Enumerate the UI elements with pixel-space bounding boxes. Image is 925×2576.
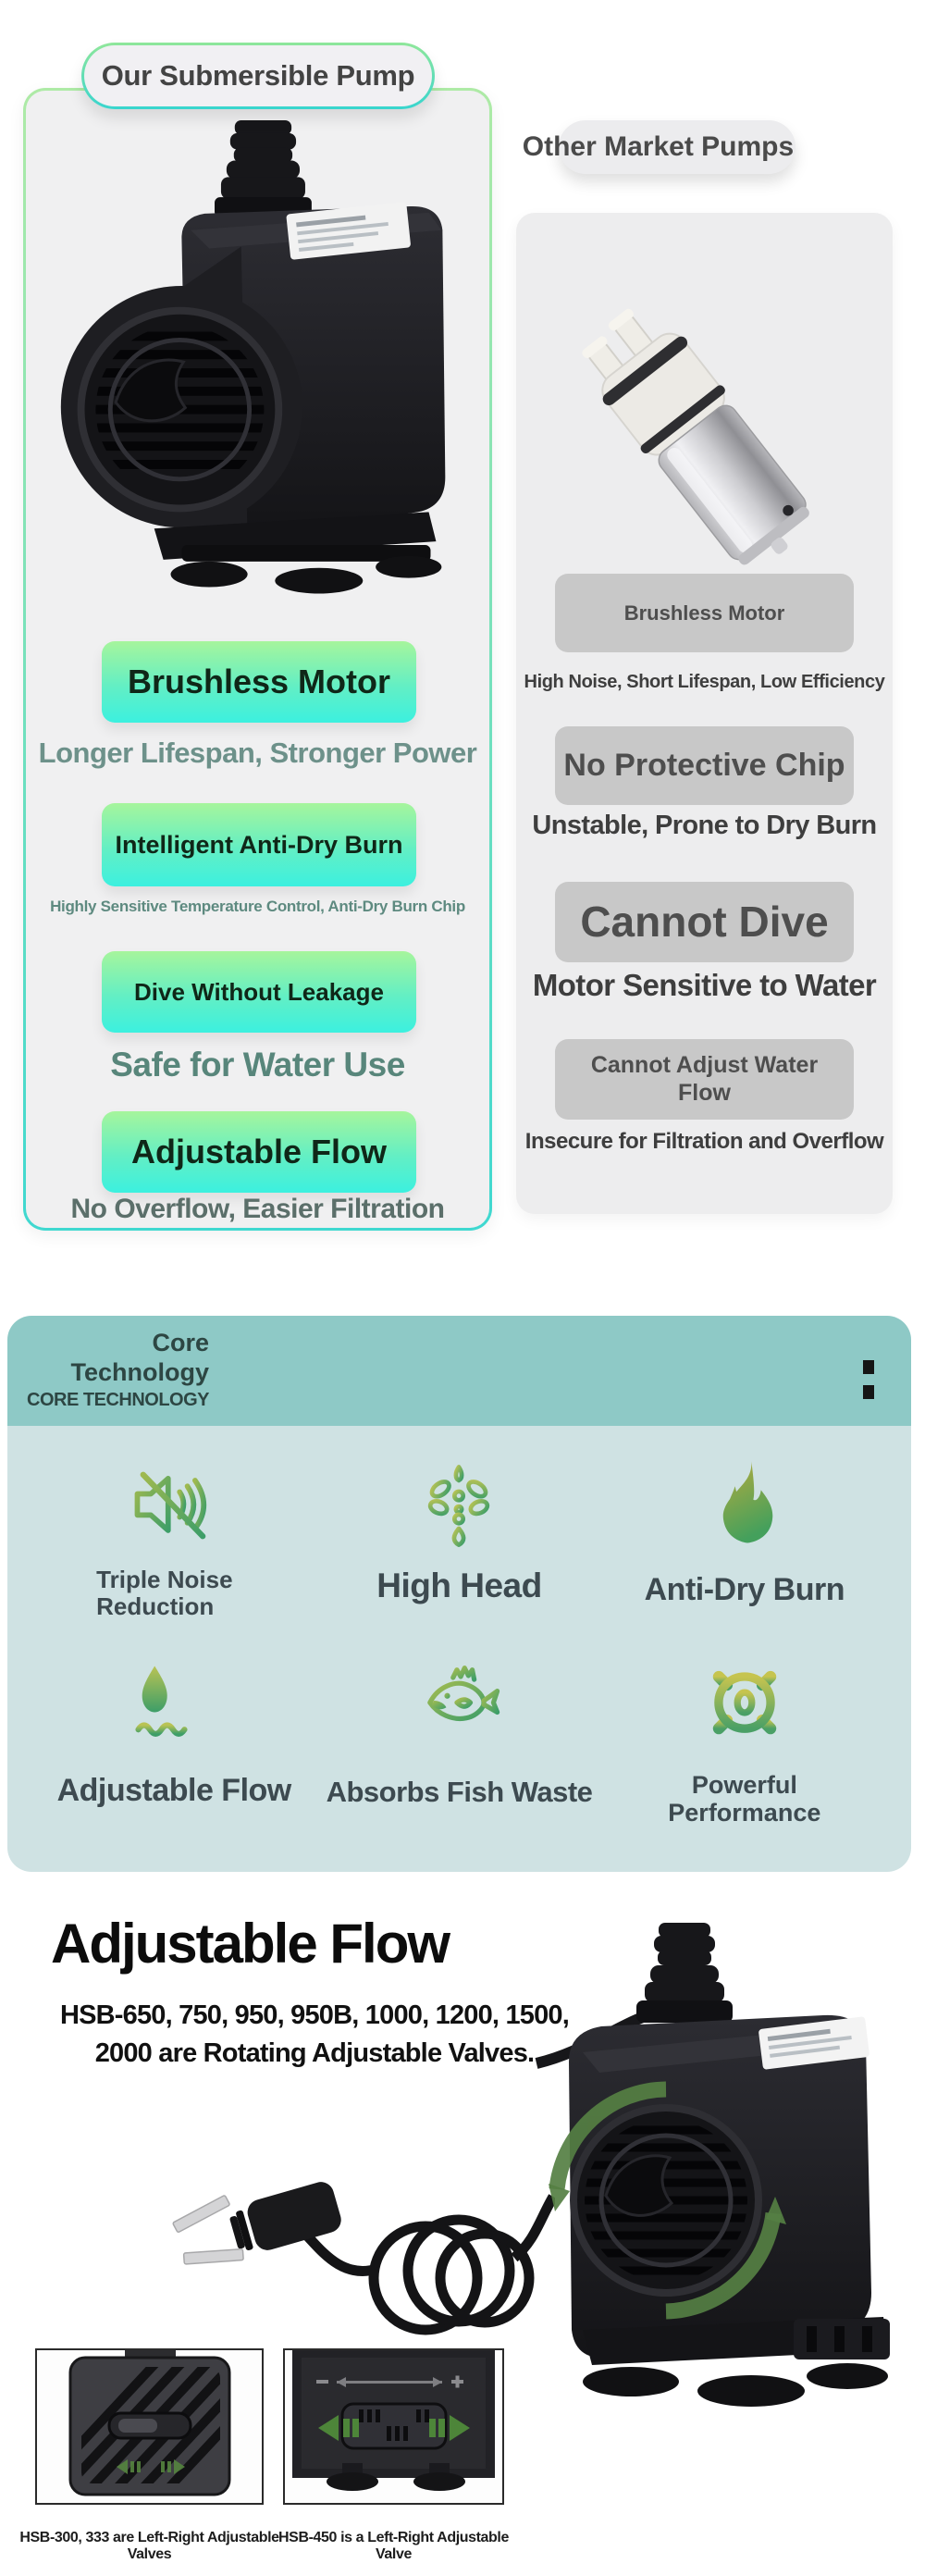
feature-button-brushless-motor: Brushless Motor (102, 641, 416, 723)
drawback-caption-unstable: Unstable, Prone to Dry Burn (532, 811, 877, 840)
adjustable-pump-illustration (518, 1923, 911, 2427)
diaphragm-pump-illustration (562, 301, 849, 597)
other-pump-image (562, 301, 849, 569)
adjustable-flow-icon (126, 1653, 222, 1749)
feature-button-adjustable-flow: Adjustable Flow (102, 1111, 416, 1193)
our-pump-image (44, 118, 475, 600)
feature-high-head (316, 1457, 601, 1653)
feature-caption-safe-water: Safe for Water Use (110, 1046, 405, 1084)
other-pumps-title: Other Market Pumps (522, 131, 795, 162)
left-right-valve-photo-1 (37, 2350, 262, 2503)
feature-triple-noise-reduction (31, 1457, 316, 1653)
adjustable-flow-title: Adjustable Flow (51, 1913, 450, 1975)
photo-caption-left: HSB-300, 333 are Left-Right Adjustable Valves (19, 2530, 279, 2562)
core-technology-heading (7, 1329, 209, 1412)
power-plug-illustration (148, 2139, 555, 2367)
feature-button-dive-without-leakage: Dive Without Leakage (102, 951, 416, 1033)
adjustable-pump-image (518, 1923, 911, 2427)
core-heading-line2: Technology (70, 1357, 209, 1386)
drawback-caption-high-noise: High Noise, Short Lifespan, Low Efficiency (524, 672, 885, 692)
adjustable-flow-section (0, 1888, 925, 2576)
our-pump-title-pill: Our Submersible Pump (81, 43, 435, 109)
colon-dots-icon (863, 1360, 874, 1410)
our-pump-card (23, 88, 492, 1231)
feature-button-anti-dry-burn: Intelligent Anti-Dry Burn (102, 803, 416, 886)
feature-label: High Head (376, 1567, 542, 1604)
feature-anti-dry-burn (602, 1457, 887, 1653)
absorbs-fish-waste-icon (411, 1653, 507, 1749)
core-heading-caps: CORE TECHNOLOGY (27, 1389, 209, 1410)
other-pumps-card (516, 213, 893, 1214)
drawback-caption-insecure-filtration: Insecure for Filtration and Overflow (524, 1129, 884, 1154)
grille-closeup-photo (35, 2348, 264, 2505)
feature-label: Anti-Dry Burn (644, 1572, 845, 1607)
valve-closeup-photo (283, 2348, 504, 2505)
other-pumps-title-pill (522, 120, 796, 174)
feature-caption-temperature-chip: Highly Sensitive Temperature Control, Anti-Dry Burn Chip (50, 898, 465, 915)
core-heading-line1: Core (152, 1329, 209, 1356)
feature-label: Adjustable Flow (56, 1773, 291, 1808)
feature-caption-no-overflow: No Overflow, Easier Filtration (70, 1194, 445, 1224)
feature-label: Powerful Performance (668, 1771, 821, 1827)
feature-adjustable-flow (31, 1653, 316, 1848)
core-technology-grid (7, 1426, 911, 1872)
anti-dry-burn-icon (697, 1457, 793, 1554)
feature-label: Triple Noise Reduction (96, 1566, 233, 1621)
drawback-button-no-protective-chip: No Protective Chip (555, 726, 854, 805)
noise-reduction-icon (126, 1457, 222, 1554)
high-head-icon (411, 1457, 507, 1554)
submersible-pump-illustration (44, 118, 475, 594)
feature-powerful-performance (602, 1653, 887, 1848)
feature-label: Absorbs Fish Waste (326, 1776, 593, 1808)
power-plug-image (148, 2139, 555, 2367)
drawback-button-cannot-adjust-flow: Cannot Adjust Water Flow (555, 1039, 854, 1120)
description-line-1: HSB-650, 750, 950, 950B, 1000, 1200, 1500, (59, 2000, 570, 2030)
core-technology-section (7, 1316, 911, 1872)
core-technology-header (7, 1316, 911, 1426)
description-line-2: 2000 are Rotating Adjustable Valves. (94, 2037, 535, 2068)
drawback-button-brushless-motor: Brushless Motor (555, 574, 854, 652)
left-right-valve-photo-2 (285, 2350, 502, 2503)
powerful-performance-icon (697, 1653, 793, 1749)
photo-caption-right: HSB-450 is a Left-Right Adjustable Valve (278, 2530, 509, 2562)
feature-caption-lifespan: Longer Lifespan, Stronger Power (38, 737, 477, 769)
feature-absorbs-fish-waste (316, 1653, 601, 1848)
drawback-caption-motor-sensitive: Motor Sensitive to Water (532, 968, 877, 1002)
drawback-button-cannot-dive: Cannot Dive (555, 882, 854, 962)
